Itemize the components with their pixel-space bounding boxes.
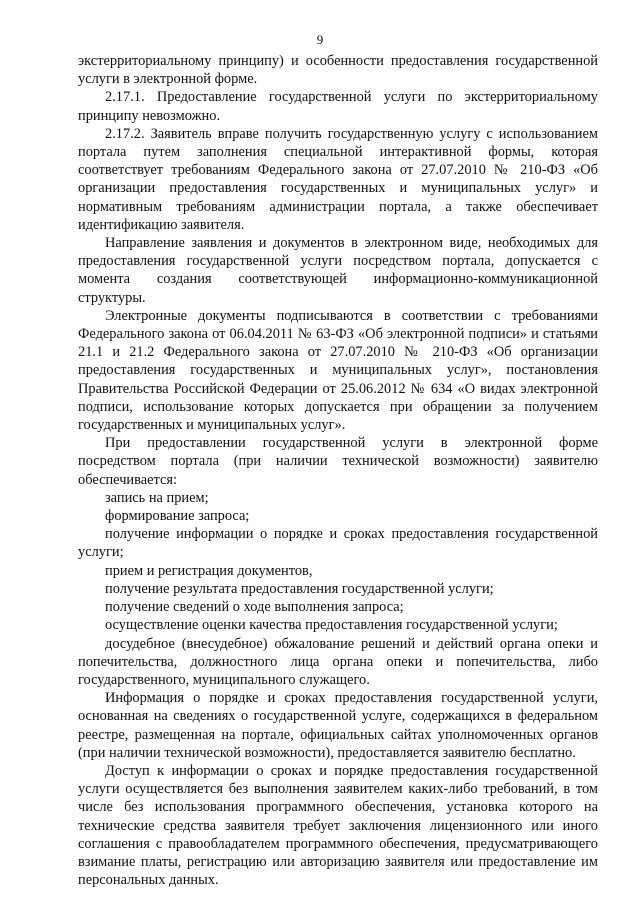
paragraph: экстерриториальному принципу) и особенности предоставления государственной услуги в электронной форме. bbox=[78, 53, 598, 88]
paragraph: Доступ к информации о сроках и порядке предоставления государственной услуги осуществляется без выполнения заявителем каких-либо требований, в том числе без использования программного обеспечения, установка которого на технические средства заявителя требует заключения лицензионного или иного соглашения с правообладателем программного обеспечения, предусматривающего взимание платы, регистрацию или авторизацию заявителя или предоставление им персональных данных. bbox=[78, 762, 598, 889]
list-item: формирование запроса; bbox=[105, 508, 250, 525]
list-item: получение результата предоставления государственной услуги; bbox=[105, 580, 494, 597]
paragraph: 2.17.2. Заявитель вправе получить государственную услугу с использованием портала путем заполнения специальной интерактивной формы, которая соответствует требованиям Федерального закона от 27.07.2010 № 210-ФЗ «Об организации предоставления государственных и муниципальных услуг» и нормативным требованиям администрации портала, а также обеспечивает идентификацию заявителя. bbox=[78, 125, 598, 233]
list-item: получение сведений о ходе выполнения запроса; bbox=[105, 599, 404, 616]
paragraph: 2.17.1. Предоставление государственной услуги по экстерриториальному принципу невозможно. bbox=[78, 89, 598, 124]
list-item: осуществление оценки качества предоставления государственной услуги; bbox=[105, 617, 558, 634]
paragraph: При предоставлении государственной услуги в электронной форме посредством портала (при наличии технической возможности) заявителю обеспечивается: bbox=[78, 435, 598, 488]
paragraph: Направление заявления и документов в электронном виде, необходимых для предоставления государственной услуги посредством портала, допускается с момента создания соответствующей информационно-коммуникационной структуры. bbox=[78, 235, 598, 306]
paragraph: Электронные документы подписываются в соответствии с требованиями Федерального закона от 06.04.2011 № 63-ФЗ «Об электронной подписи» и статьями 21.1 и 21.2 Федерального закона от 27.07.2010 № 210-ФЗ «Об организации предоставления государственных и муниципальных услуг», постановления Правительства Российской Федерации от 25.06.2012 № 634 «О видах электронной подписи, использование которых допускается при обращении за получением государственных и муниципальных услуг». bbox=[78, 307, 598, 434]
paragraph: Информация о порядке и сроках предоставления государственной услуги, основанная на сведениях о государственной услуге, содержащихся в федеральном реестре, размещенная на портале, официальных сайтах уполномоченных органов (при наличии технической возможности), предоставляется заявителю бесплатно. bbox=[78, 690, 598, 761]
list-item: досудебное (внесудебное) обжалование решений и действий органа опеки и попечительства, должностного лица органа опеки и попечительства, либо государственного, муниципального служащего. bbox=[78, 635, 598, 688]
list-item: прием и регистрация документов, bbox=[105, 562, 313, 579]
page-number: 9 bbox=[316, 32, 324, 47]
list-item: запись на прием; bbox=[105, 489, 209, 506]
document-body bbox=[78, 52, 598, 889]
list-item: получение информации о порядке и сроках предоставления государственной услуги; bbox=[78, 526, 598, 561]
